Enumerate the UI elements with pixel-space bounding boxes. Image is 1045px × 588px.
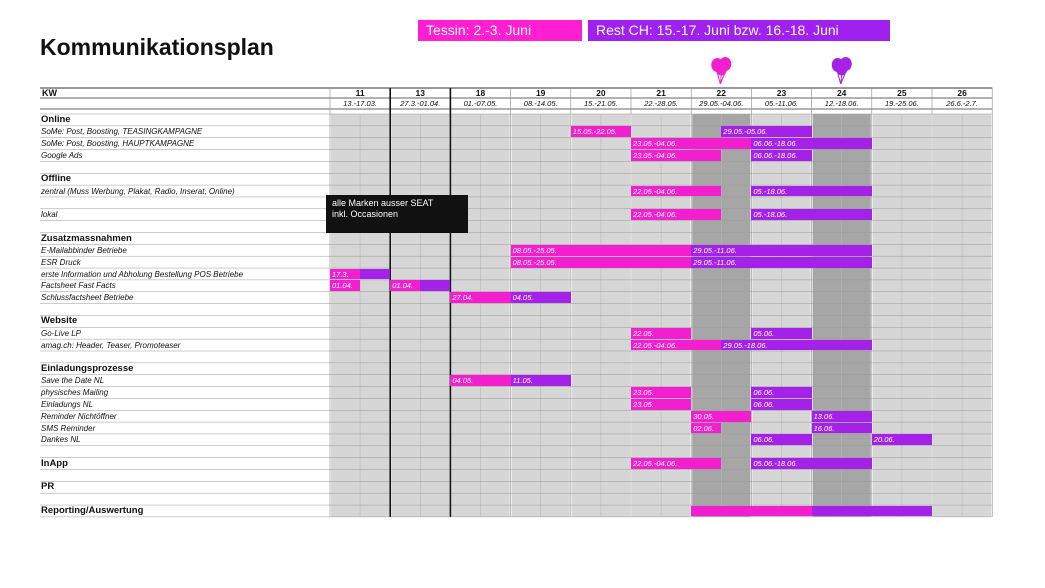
bar-label: 20.06. [873,435,895,445]
week-number: 25 [897,88,907,98]
bar-label: 16.06. [813,423,835,433]
week-dates: 15.-21.05. [584,99,618,108]
week-number: 26 [957,88,967,98]
bar-label: 15.05.-22.05. [572,127,617,137]
bar-label: 02.06. [693,423,715,433]
bar-label: 05.06. [753,328,775,338]
banner-tessin: Tessin: 2.-3. Juni [418,20,582,41]
week-number: 22 [716,88,727,98]
week-dates: 27.3.-01.04. [400,99,441,108]
bar-label: 01.04. [332,281,353,291]
balloons-icon [711,57,731,84]
bar-label: 01.04. [392,281,414,291]
timeline-bar [420,280,450,291]
week-dates: 22.-28.05. [644,99,678,108]
bar-label: 22.05. [633,328,654,338]
section-heading: Einladungsprozesse [41,362,134,374]
row-label: SoMe: Post, Boosting, HAUPTKAMPAGNE [41,139,195,149]
bar-label: 13.06. [813,411,835,421]
week-dates: 01.-07.05. [463,99,498,108]
page-title: Kommunikationsplan [40,34,274,60]
bar-label: 08.05.-25.05. [512,257,557,267]
row-label: SoMe: Post, Boosting, TEASINGKAMPAGNE [41,127,203,137]
bar-label: 23.05.-04.06. [633,151,678,161]
note-box [326,195,468,233]
bar-label: 06.06.-18.06. [753,151,798,161]
balloons-icon [832,57,852,84]
week-dates: 08.-14.05. [523,99,558,108]
week-number: 18 [475,88,486,98]
bar-label: 22.05.-04.06. [633,186,678,196]
row-label: physisches Mailing [41,388,109,398]
timeline-bar [691,506,811,517]
bar-label: 27.04. [452,293,474,303]
bar-label: 29.05.-11.06. [693,257,737,267]
bar-label: 04.05. [512,293,534,303]
bar-label: 11.05. [512,376,533,386]
row-label: lokal [41,210,58,220]
timeline-bar [360,269,390,280]
bar-label: 23.05. [633,388,654,398]
row-label: zentral (Muss Werbung, Plakat, Radio, Inserat, Online) [41,186,235,196]
bar-label: 29.05.-05.06. [723,127,768,137]
bar-label: 06.06. [753,435,775,445]
week-number: 21 [656,88,666,98]
week-dates: 12.-18.06. [824,99,859,108]
week-dates: 26.6.-2.7. [946,99,978,108]
week-number: 24 [836,88,847,98]
bar-label: 23.05.-04.06. [633,139,678,149]
bar-label: 05.-18.06. [753,186,788,196]
note-line-1: alle Marken ausser SEAT [332,198,434,208]
week-dates: 13.-17.03. [343,99,377,108]
row-label: Einladungs NL [41,399,94,409]
bar-label: 17.3. [332,269,349,279]
bar-label: 30.05. [693,411,715,421]
section-heading: InApp [41,457,68,469]
week-number: 20 [596,88,606,98]
banner-rest-ch: Rest CH: 15.-17. Juni bzw. 16.-18. Juni [588,20,890,41]
row-label: ESR Druck [41,257,81,267]
week-number: 19 [535,88,546,98]
section-heading: Website [41,315,78,327]
bar-label: 29.05.-11.06. [693,245,737,255]
row-label: E-Mailabbinder Betriebe [41,245,127,255]
timeline-bar [812,506,932,517]
bar-label: 06.06. [753,388,775,398]
bar-label: 06.06. [753,399,775,409]
row-label: Google Ads [41,151,83,161]
row-label: Dankes NL [41,435,81,445]
bar-label: 08.05.-25.05. [512,245,557,255]
row-label: Factsheet Fast Facts [41,281,116,291]
section-heading: Reporting/Auswertung [41,505,144,517]
bar-label: 29.05.-18.06. [723,340,768,350]
kw-header: KW [42,88,57,98]
section-heading: Online [41,114,71,125]
row-label: Go-Live LP [41,328,82,338]
row-label: erste Information und Abholung Bestellung POS Betriebe [41,269,244,279]
bar-label: 22.05.-04.06. [633,210,678,220]
week-number: 13 [415,88,426,98]
note-line-2: inkl. Occasionen [332,209,399,219]
bar-label: 05.06.-18.06. [753,459,798,469]
row-label: Schlussfactsheet Betriebe [41,293,134,303]
bar-label: 06.06.-18.06. [753,139,798,149]
section-heading: Offline [41,173,72,185]
row-label: Save the Date NL [41,376,105,386]
row-label: Reminder Nichtöffner [41,411,117,421]
week-dates: 29.05.-04.06. [699,99,744,108]
bar-label: 22.05.-04.06. [633,459,678,469]
week-dates: 05.-11.06. [764,99,799,108]
bar-label: 05.-18.06. [753,210,788,220]
week-dates: 19.-25.06. [885,99,919,108]
row-label: amag.ch: Header, Teaser, Promoteaser [41,340,181,350]
week-number: 11 [355,88,365,98]
bar-label: 04.05. [452,376,474,386]
week-number: 23 [776,88,787,98]
row-label: SMS Reminder [41,423,96,433]
section-heading: PR [41,481,55,493]
section-heading: Zusatzmassnahmen [41,232,132,244]
bar-label: 22.05.-04.06. [633,340,678,350]
bar-label: 23.05. [633,399,654,409]
